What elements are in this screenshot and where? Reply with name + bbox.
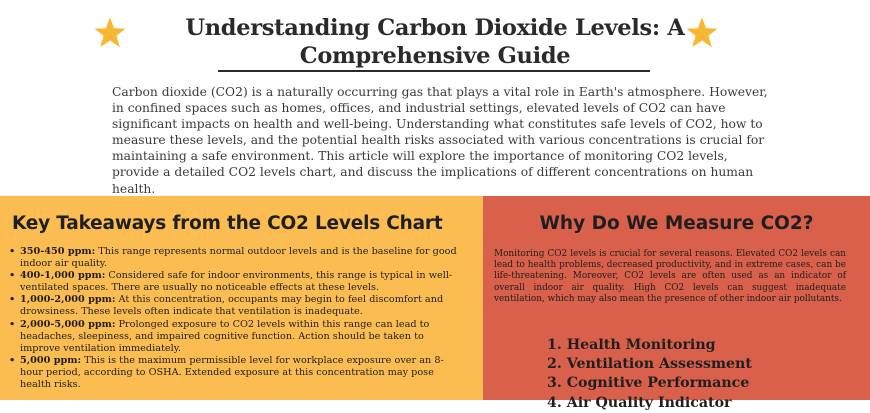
ppm-range: 350-450 ppm:	[20, 246, 96, 257]
header-section	[0, 0, 870, 196]
ppm-range: 5,000 ppm:	[20, 354, 82, 366]
reasons-list	[547, 336, 752, 413]
why-measure-heading: Why Do We Measure CO2?	[539, 213, 814, 234]
key-takeaways-list	[8, 246, 466, 391]
key-takeaways-heading: Key Takeaways from the CO2 Levels Chart	[12, 213, 443, 234]
why-measure-paragraph: Monitoring CO2 levels is crucial for several reasons. Elevated CO2 levels can lead to health problems, decreased productivity, and in extreme cases, can be life-threatening. Moreover, CO2 levels are often used as an indicator of overall indoor air quality. High CO2 levels can suggest inadequate ventilation, which may also mean the presence of other indoor air pollutants.	[494, 249, 846, 304]
list-item-text: This range represents normal outdoor levels and is the baseline for good indoor air quality.	[20, 246, 457, 270]
list-item: 3. Cognitive Performance	[547, 375, 750, 392]
list-item-text: Considered safe for indoor environments, this range is typical in well-ventilated spaces. There are usually no noticeable effects at these levels.	[20, 270, 453, 294]
list-item	[8, 355, 466, 391]
list-item	[8, 270, 466, 294]
list-item: 2. Ventilation Assessment	[547, 356, 752, 373]
ppm-range: 2,000-5,000 ppm:	[20, 318, 116, 330]
title-underline	[218, 70, 650, 72]
list-item	[8, 319, 466, 355]
list-item	[8, 246, 466, 270]
list-item-text: At this concentration, occupants may begin to feel discomfort and drowsiness. These levels often indicate that ventilation is inadequate.	[20, 294, 444, 318]
ppm-range: 1,000-2,000 ppm:	[20, 294, 116, 306]
page-title	[130, 14, 740, 70]
list-item-text: Prolonged exposure to CO2 levels within this range can lead to headaches, sleepiness, and impaired cognitive function. Action should be taken to improve ventilation immediately.	[20, 318, 430, 354]
intro-paragraph: Carbon dioxide (CO2) is a naturally occurring gas that plays a vital role in Earth's atmosphere. However, in confined spaces such as homes, offices, and industrial settings, elevated levels of CO2 can have significant impacts on health and well-being. Understanding what constitutes safe levels of CO2, how to measure these levels, and the potential health risks associated with various concentrations is crucial for maintaining a safe environment. This article will explore the importance of monitoring CO2 levels, provide a detailed CO2 levels chart, and discuss the implications of different concentrations on human health.	[112, 85, 768, 196]
title-line-2: Comprehensive Guide	[299, 43, 571, 69]
ppm-range: 400-1,000 ppm:	[20, 270, 106, 282]
list-item-text: This is the maximum permissible level for workplace exposure over an 8-hour period, according to OSHA. Extended exposure at this concentration may pose health risks.	[20, 354, 444, 391]
list-item	[8, 294, 466, 318]
list-item: 4. Air Quality Indicator	[547, 394, 732, 411]
star-icon	[93, 16, 127, 50]
list-item: 1. Health Monitoring	[547, 337, 716, 353]
title-line-1: Understanding Carbon Dioxide Levels: A	[185, 15, 685, 41]
star-icon	[685, 16, 719, 50]
